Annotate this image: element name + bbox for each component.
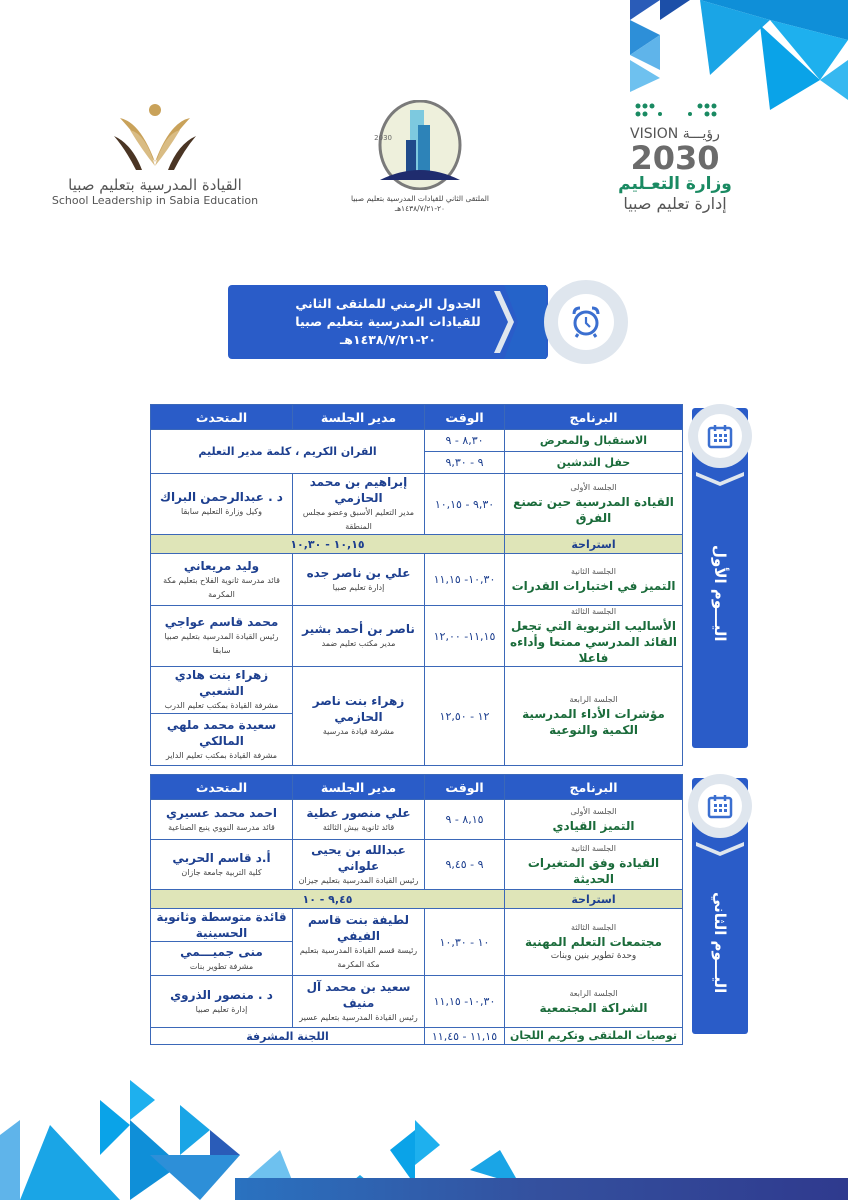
speaker-cell bbox=[151, 474, 293, 535]
day2-schedule-table bbox=[150, 774, 683, 1045]
speaker-name: د . منصور الذروي bbox=[170, 987, 273, 1002]
table-row bbox=[151, 606, 683, 667]
program-cell bbox=[505, 800, 683, 840]
session-label: الجلسة الثانية bbox=[571, 843, 616, 853]
header-speaker: المتحدث bbox=[151, 405, 293, 430]
time-cell: ١١,١٥ - ١١,٤٥ bbox=[425, 1028, 505, 1045]
program-cell: حفل التدشين bbox=[505, 452, 683, 474]
session-label: الجلسة الأولى bbox=[570, 806, 617, 816]
day1-tab bbox=[692, 408, 748, 748]
calendar-icon bbox=[707, 423, 733, 449]
speaker-cell bbox=[151, 714, 293, 766]
break-row bbox=[151, 890, 683, 909]
session-label: الجلسة الأولى bbox=[570, 483, 617, 492]
speaker-role: مشرفة تطوير بنات bbox=[189, 961, 254, 971]
break-row bbox=[151, 535, 683, 554]
time-cell: ١٢ - ١٢,٥٠ bbox=[425, 667, 505, 766]
session-note: وحدة تطوير بنين وبنات bbox=[550, 950, 637, 961]
speaker-name: زهراء بنت هادي الشعبي bbox=[174, 668, 269, 698]
moderator-cell bbox=[293, 606, 425, 667]
forum-logo-line1: الملتقى الثاني للقيادات المدرسية بتعليم صبيا bbox=[351, 194, 489, 203]
session-label: الجلسة الثالثة bbox=[570, 922, 617, 932]
session-label: الجلسة الرابعة bbox=[569, 695, 618, 704]
time-cell: ٨,٣٠ - ٩ bbox=[425, 430, 505, 452]
table-row bbox=[151, 430, 683, 452]
session-label: الجلسة الرابعة bbox=[569, 988, 618, 998]
speaker-role: إدارة تعليم صبيا bbox=[195, 1004, 248, 1014]
day1-schedule-table bbox=[150, 404, 683, 766]
moderator-role: قائد ثانوية بيش الثالثة bbox=[322, 822, 395, 832]
speaker-cell bbox=[151, 909, 293, 942]
table-header-row bbox=[151, 775, 683, 800]
banner-chevron bbox=[490, 285, 546, 359]
moderator-role: مشرفة قيادة مدرسية bbox=[322, 727, 395, 736]
table-row bbox=[151, 976, 683, 1028]
header-speaker: المتحدث bbox=[151, 775, 293, 800]
moderator-role: مدير مكتب تعليم ضمد bbox=[321, 639, 396, 648]
moderator-name: علي بن ناصر جده bbox=[306, 565, 411, 580]
calendar-icon bbox=[707, 793, 733, 819]
banner-line-2: للقيادات المدرسية بتعليم صبيا bbox=[295, 314, 481, 329]
speaker-role: قائد مدرسة النووي ينبع الصناعية bbox=[168, 822, 275, 832]
decorative-triangles-bottom bbox=[0, 1075, 848, 1200]
opening-content-cell: القران الكريم ، كلمة مدير التعليم bbox=[151, 430, 425, 474]
moderator-cell bbox=[293, 840, 425, 890]
table-row bbox=[151, 909, 683, 942]
day1-chevron bbox=[692, 468, 748, 488]
break-time: ٩,٤٥ - ١٠ bbox=[151, 890, 505, 909]
speaker-name: سعيدة محمد ملهي المالكي bbox=[166, 717, 277, 748]
program-cell bbox=[505, 474, 683, 535]
decorative-triangles-top bbox=[620, 0, 848, 110]
session-title: مجتمعات التعلم المهنية bbox=[525, 934, 662, 949]
moderator-role: رئيس القيادة المدرسية بتعليم جيزان bbox=[298, 875, 419, 885]
table-row bbox=[151, 1028, 683, 1045]
header-time: الوقت bbox=[425, 775, 505, 800]
ministry-vision-logo bbox=[600, 100, 750, 213]
session-title: الأساليب التربوية التي تجعل القائد المدرسي ممتعا وأداءه فاعلا bbox=[510, 619, 677, 665]
moderator-cell bbox=[293, 909, 425, 976]
speaker-cell bbox=[151, 606, 293, 667]
speaker-role: وكيل وزارة التعليم سابقا bbox=[181, 507, 262, 516]
svg-text:2030: 2030 bbox=[374, 134, 392, 142]
program-cell bbox=[505, 976, 683, 1028]
table-row bbox=[151, 667, 683, 714]
program-cell bbox=[505, 667, 683, 766]
day2-tab bbox=[692, 778, 748, 1034]
speaker-name: أ.د قاسم الحربي bbox=[172, 850, 271, 865]
moderator-cell bbox=[293, 976, 425, 1028]
ministry-dots-icon bbox=[630, 100, 720, 122]
speaker-cell bbox=[151, 554, 293, 606]
banner-icon-circle bbox=[544, 280, 628, 364]
footer-band bbox=[235, 1178, 848, 1200]
time-cell: ١٠,٣٠- ١١,١٥ bbox=[425, 976, 505, 1028]
moderator-name: علي منصور عطية bbox=[306, 805, 411, 820]
speaker-name: منى جميـــمي bbox=[180, 944, 263, 959]
session-title: التميز القيادي bbox=[552, 818, 635, 833]
speaker-cell bbox=[151, 667, 293, 714]
moderator-cell bbox=[293, 800, 425, 840]
program-cell bbox=[505, 840, 683, 890]
day2-label: اليـــوم الثاني bbox=[711, 892, 729, 994]
header-moderator: مدير الجلسة bbox=[293, 405, 425, 430]
speaker-cell bbox=[151, 800, 293, 840]
day1-label: اليـــوم الأول bbox=[711, 544, 729, 642]
break-label: استراحة bbox=[505, 890, 683, 909]
header-program: البرنامج bbox=[505, 775, 683, 800]
speaker-role: قائد مدرسة ثانوية الفلاح بتعليم مكة المكرمة bbox=[163, 575, 280, 599]
time-cell: ١١,١٥- ١٢,٠٠ bbox=[425, 606, 505, 667]
header-program: البرنامج bbox=[505, 405, 683, 430]
program-cell: توصيات الملتقى وتكريم اللجان bbox=[505, 1028, 683, 1045]
moderator-role: مدير التعليم الأسبق وعضو مجلس المنطقة bbox=[302, 508, 415, 531]
closing-by-cell: اللجنة المشرفة bbox=[151, 1028, 425, 1045]
moderator-name: زهراء بنت ناصر الحازمي bbox=[312, 694, 405, 724]
vision-year: 2030 bbox=[630, 139, 720, 177]
moderator-name: عبدالله بن يحيى علواني bbox=[311, 842, 406, 873]
moderator-cell bbox=[293, 474, 425, 535]
session-title: الشراكة المجتمعية bbox=[539, 1000, 648, 1015]
time-cell: ١٠,٣٠- ١١,١٥ bbox=[425, 554, 505, 606]
leadership-logo-english: School Leadership in Sabia Education bbox=[51, 194, 259, 207]
schedule-title-banner bbox=[228, 280, 648, 364]
session-label: الجلسة الثالثة bbox=[570, 607, 617, 616]
moderator-name: إبراهيم بن محمد الحازمي bbox=[309, 475, 408, 505]
time-cell: ٩,٣٠ - ١٠,١٥ bbox=[425, 474, 505, 535]
moderator-name: لطيفة بنت قاسم الفيفي bbox=[307, 913, 410, 943]
header-moderator: مدير الجلسة bbox=[293, 775, 425, 800]
banner-line-1: الجدول الزمني للملتقى الثاني bbox=[295, 296, 481, 311]
speaker-cell bbox=[151, 840, 293, 890]
forum-emblem-icon bbox=[370, 100, 470, 190]
time-cell: ٩ - ٩,٣٠ bbox=[425, 452, 505, 474]
leadership-logo-arabic: القيادة المدرسية بتعليم صبيا bbox=[68, 176, 242, 194]
table-row bbox=[151, 474, 683, 535]
table-row bbox=[151, 840, 683, 890]
alarm-clock-icon bbox=[568, 304, 604, 340]
time-cell: ١٠ - ١٠,٣٠ bbox=[425, 909, 505, 976]
speaker-role: رئيس القيادة المدرسية بتعليم صبيا سابقا bbox=[164, 632, 279, 655]
speaker-name: قائدة متوسطة وثانوية الحسينية bbox=[156, 910, 287, 940]
forum-logo bbox=[350, 100, 490, 214]
leadership-emblem-icon bbox=[110, 100, 200, 170]
session-title: مؤشرات الأداء المدرسية الكمية والنوعية bbox=[522, 707, 665, 737]
speaker-role: كلية التربية جامعة جازان bbox=[181, 867, 262, 877]
time-cell: ٩ - ٩,٤٥ bbox=[425, 840, 505, 890]
session-title: القيادة وفق المتغيرات الحديثة bbox=[527, 855, 660, 886]
speaker-role: مشرفة القيادة بمكتب تعليم الداير bbox=[165, 750, 278, 760]
time-cell: ٨,١٥ - ٩ bbox=[425, 800, 505, 840]
vision-label: VISION رؤيـــة bbox=[630, 126, 720, 142]
speaker-name: وليد مريعاني bbox=[183, 558, 260, 573]
program-cell bbox=[505, 554, 683, 606]
program-cell bbox=[505, 606, 683, 667]
speaker-name: محمد قاسم عواجي bbox=[164, 615, 279, 629]
break-time: ١٠,١٥ - ١٠,٣٠ bbox=[151, 535, 505, 554]
table-row bbox=[151, 554, 683, 606]
break-label: استراحة bbox=[505, 535, 683, 554]
moderator-name: سعيد بن محمد آل منيف bbox=[306, 979, 411, 1010]
ministry-name: وزارة التعـليم bbox=[618, 174, 732, 194]
table-header-row bbox=[151, 405, 683, 430]
school-leadership-logo bbox=[50, 100, 260, 207]
program-cell bbox=[505, 909, 683, 976]
forum-logo-line2: ٢٠-١٤٣٨/٧/٢١هـ bbox=[394, 204, 446, 213]
department-name: إدارة تعليم صبيا bbox=[623, 194, 727, 213]
speaker-cell bbox=[151, 942, 293, 976]
moderator-role: رئيس القيادة المدرسية بتعليم عسير bbox=[299, 1012, 418, 1022]
program-cell: الاستقبال والمعرض bbox=[505, 430, 683, 452]
moderator-cell bbox=[293, 667, 425, 766]
day2-chevron bbox=[692, 838, 748, 858]
moderator-role: رئيسة قسم القيادة المدرسية بتعليم مكة المكرمة bbox=[299, 946, 418, 969]
speaker-name: د . عبدالرحمن البراك bbox=[160, 490, 283, 504]
speaker-cell bbox=[151, 976, 293, 1028]
speaker-name: احمد محمد عسيري bbox=[166, 805, 277, 820]
session-label: الجلسة الثانية bbox=[571, 566, 616, 576]
session-title: التميز في اختبارات القدرات bbox=[511, 578, 676, 593]
moderator-role: إدارة تعليم صبيا bbox=[332, 582, 385, 592]
header-time: الوقت bbox=[425, 405, 505, 430]
session-title: القيادة المدرسية حين تصنع الفرق bbox=[513, 495, 674, 525]
table-row bbox=[151, 800, 683, 840]
moderator-name: ناصر بن أحمد بشير bbox=[302, 622, 415, 636]
moderator-cell bbox=[293, 554, 425, 606]
banner-line-3: ٢٠-١٤٣٨/٧/٢١هـ bbox=[340, 332, 436, 347]
speaker-role: مشرفة القيادة بمكتب تعليم الدرب bbox=[164, 701, 279, 710]
